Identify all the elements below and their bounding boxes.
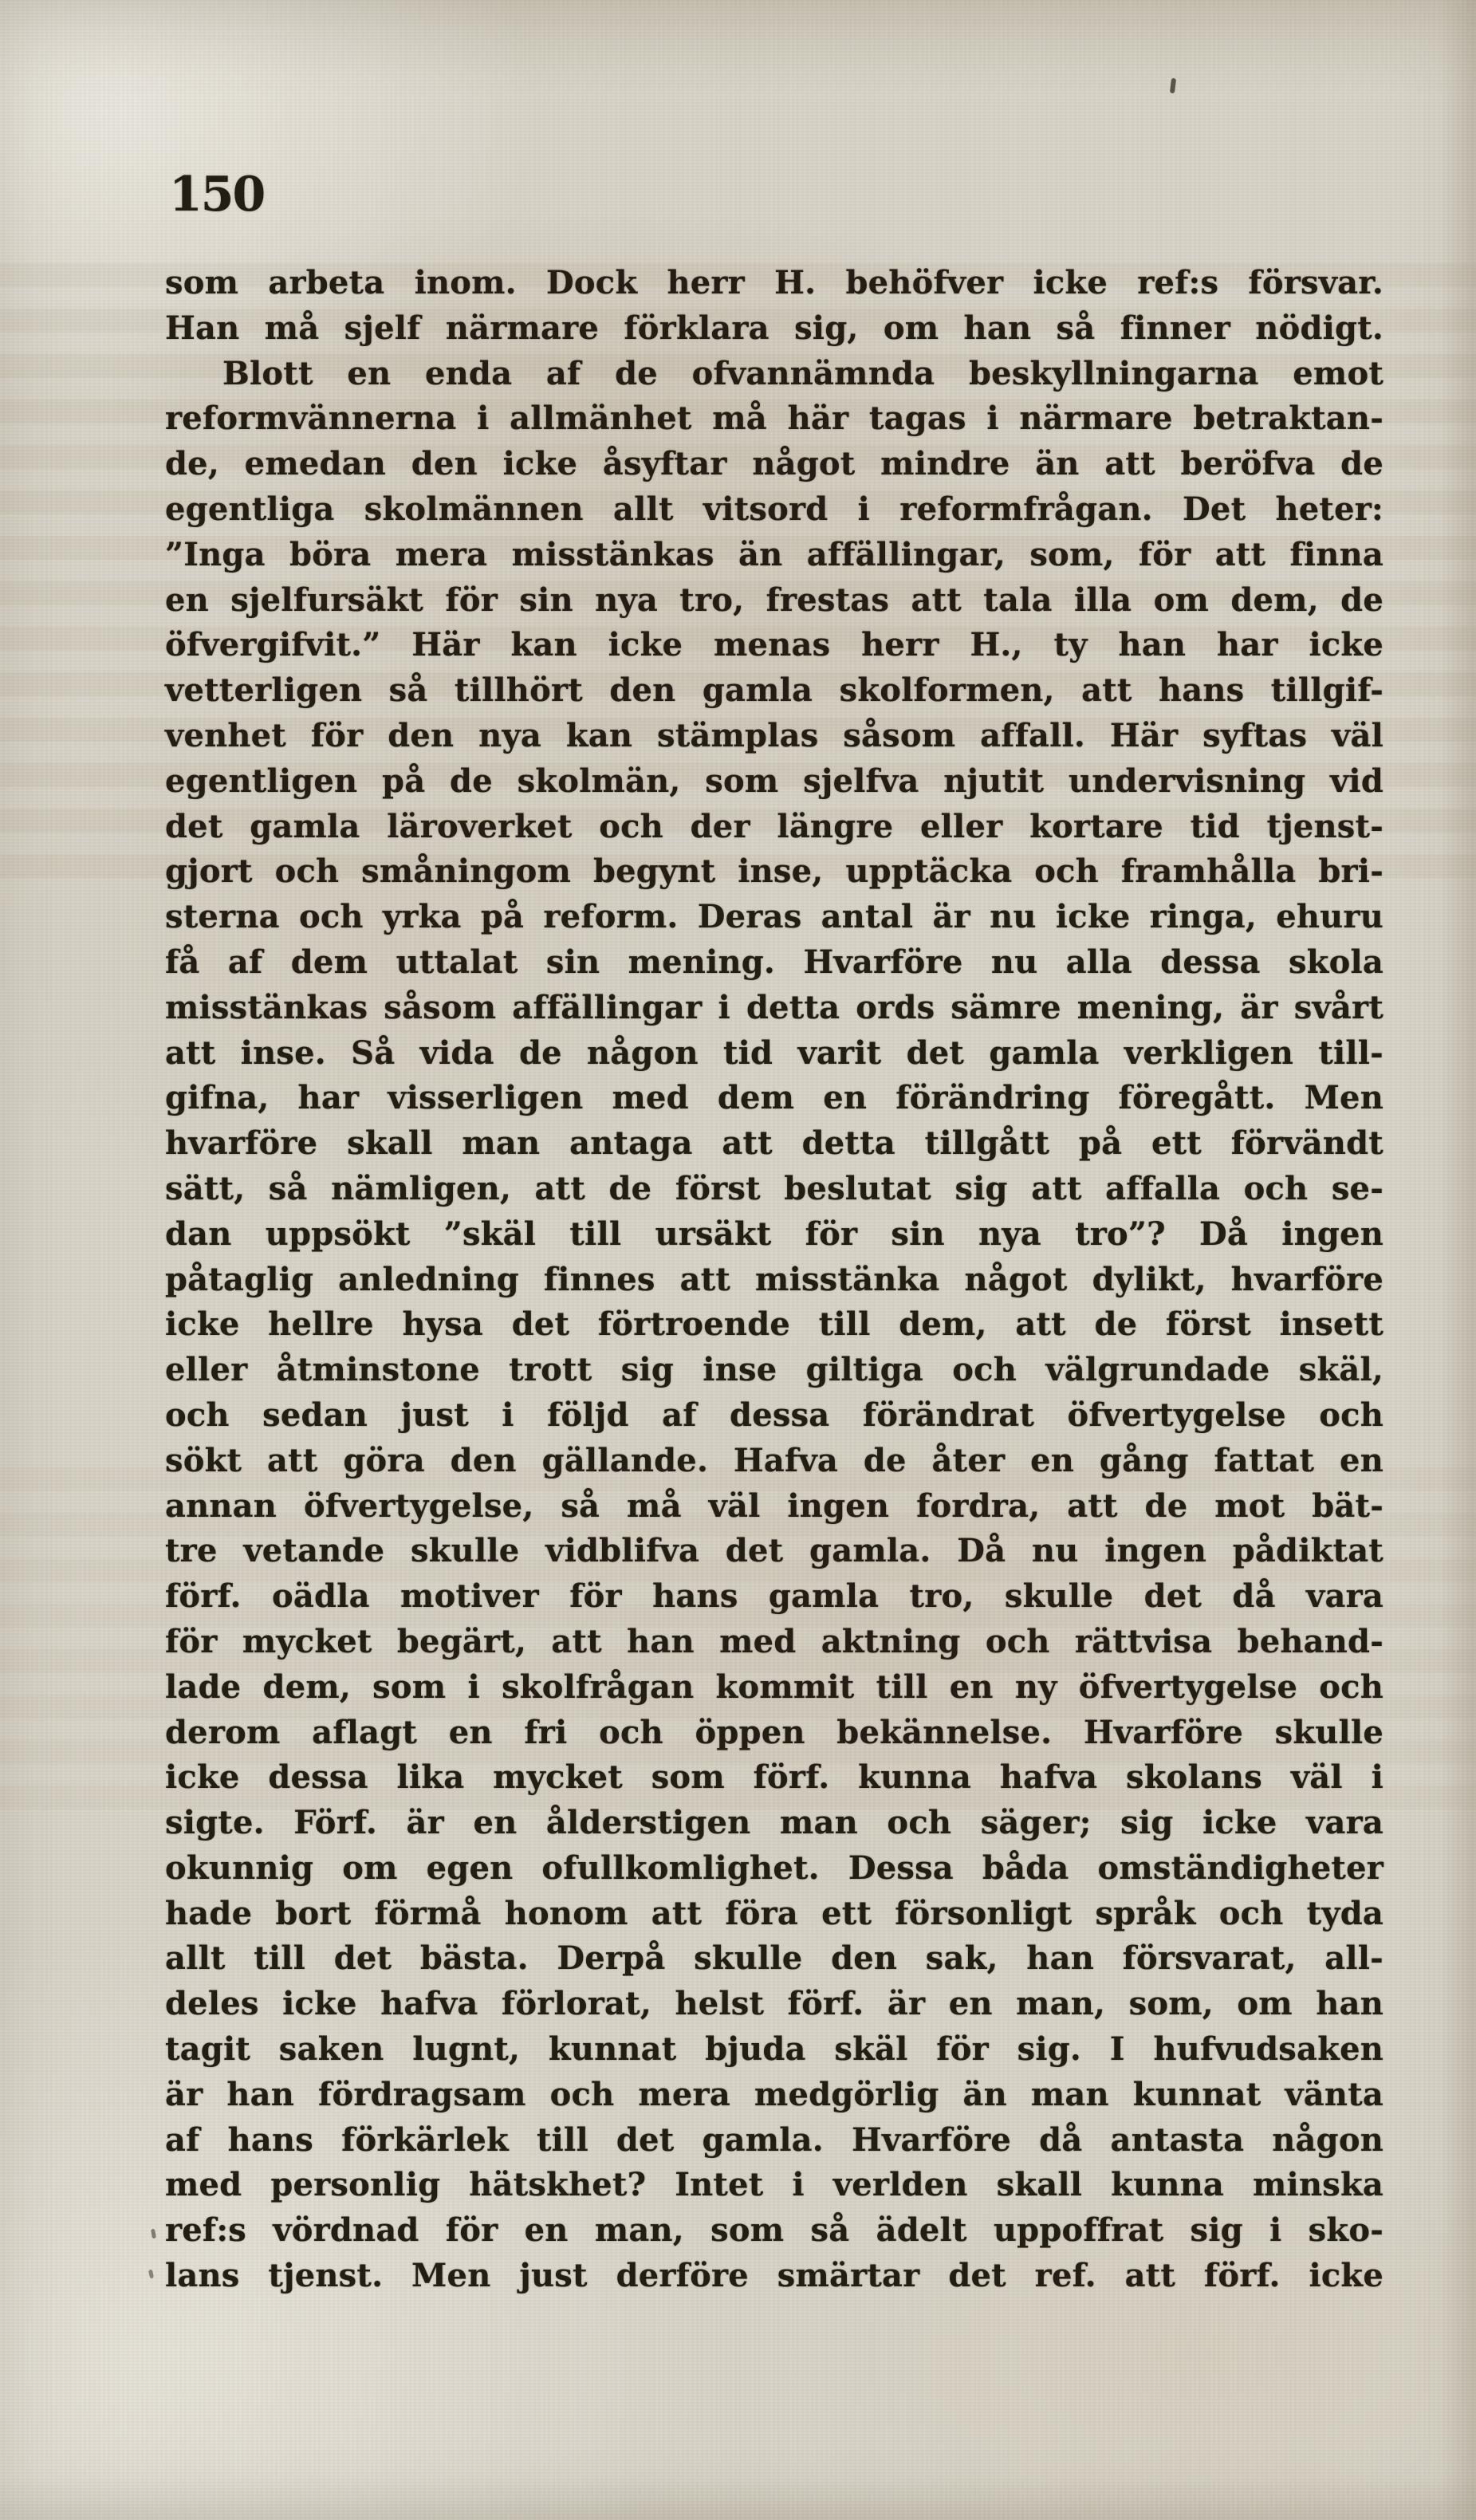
text-line: egentligen på de skolmän, som sjelfva njutit undervisning vid	[165, 762, 1384, 800]
text-line: med personlig hätskhet? Intet i verlden skall kunna minska	[165, 2166, 1384, 2204]
text-line: Han må sjelf närmare förklara sig, om han så finner nödigt.	[165, 309, 1384, 347]
text-line: en sjelfursäkt för sin nya tro, frestas att tala illa om dem, de	[165, 581, 1384, 619]
text-line: allt till det bästa. Derpå skulle den sak, han försvarat, all-	[165, 1939, 1384, 1978]
text-line: att inse. Så vida de någon tid varit det gamla verkligen till-	[165, 1034, 1384, 1072]
text-line: är han fördragsam och mera medgörlig än man kunnat vänta	[165, 2075, 1384, 2113]
text-line: tre vetande skulle vidblifva det gamla. Då nu ingen pådiktat	[165, 1532, 1384, 1570]
text-line: det gamla läroverket och der längre eller kortare tid tjenst-	[165, 807, 1384, 845]
text-line: venhet för den nya kan stämplas såsom affall. Här syftas väl	[165, 716, 1384, 754]
text-line: okunnig om egen ofullkomlighet. Dessa båda omständigheter	[165, 1849, 1384, 1887]
ink-speck	[1170, 78, 1176, 94]
text-line: reformvännerna i allmänhet må här tagas i närmare betraktan-	[165, 400, 1384, 438]
body-text	[165, 261, 1384, 2299]
ink-speck	[151, 2229, 156, 2239]
text-line: öfvergifvit.” Här kan icke menas herr H., ty han har icke	[165, 626, 1384, 664]
text-line: och sedan just i följd af dessa förändrat öfvertygelse och	[165, 1396, 1384, 1434]
text-line: deles icke hafva förlorat, helst förf. är en man, som, om han	[165, 1985, 1384, 2023]
text-line: för mycket begärt, att han med aktning och rättvisa behand-	[165, 1622, 1384, 1660]
text-line: vetterligen så tillhört den gamla skolformen, att hans tillgif-	[165, 671, 1384, 710]
text-line: sigte. Förf. är en ålderstigen man och säger; sig icke vara	[165, 1804, 1384, 1842]
text-line: lade dem, som i skolfrågan kommit till en ny öfvertygelse och	[165, 1668, 1384, 1706]
text-line: ”Inga böra mera misstänkas än affällingar, som, för att finna	[165, 535, 1384, 573]
text-line: sterna och yrka på reform. Deras antal är nu icke ringa, ehuru	[165, 898, 1384, 936]
ink-speck	[148, 2270, 154, 2279]
text-line: af hans förkärlek till det gamla. Hvarföre då antasta någon	[165, 2120, 1384, 2159]
text-line: annan öfvertygelse, så må väl ingen fordra, att de mot bät-	[165, 1486, 1384, 1525]
text-line: gifna, har visserligen med dem en förändring föregått. Men	[165, 1079, 1384, 1117]
text-line: hade bort förmå honom att föra ett försonligt språk och tyda	[165, 1894, 1384, 1932]
text-line: icke hellre hysa det förtroende till dem, att de först insett	[165, 1305, 1384, 1344]
text-line: ref:s vördnad för en man, som så ädelt uppoffrat sig i sko-	[165, 2211, 1384, 2250]
text-line: misstänkas såsom affällingar i detta ords sämre mening, är svårt	[165, 988, 1384, 1026]
text-line: få af dem uttalat sin mening. Hvarföre nu alla dessa skola	[165, 943, 1384, 981]
text-line: dan uppsökt ”skäl till ursäkt för sin nya tro”? Då ingen	[165, 1215, 1384, 1253]
text-line: lans tjenst. Men just derföre smärtar det ref. att förf. icke	[165, 2257, 1384, 2295]
text-line: sökt att göra den gällande. Hafva de åter en gång fattat en	[165, 1441, 1384, 1479]
text-line: gjort och småningom begynt inse, upptäcka och framhålla bri-	[165, 852, 1384, 891]
text-line: som arbeta inom. Dock herr H. behöfver icke ref:s försvar.	[165, 264, 1384, 301]
text-line-paragraph-start: Blott en enda af de ofvannämnda beskyllningarna emot	[222, 354, 1384, 392]
text-line: egentliga skolmännen allt vitsord i reformfrågan. Det heter:	[165, 490, 1384, 528]
text-line: påtaglig anledning finnes att misstänka något dylikt, hvarföre	[165, 1260, 1384, 1298]
text-line: tagit saken lugnt, kunnat bjuda skäl för sig. I hufvudsaken	[165, 2030, 1384, 2069]
text-line: de, emedan den icke åsyftar något mindre än att beröfva de	[165, 445, 1384, 483]
text-line: förf. oädla motiver för hans gamla tro, skulle det då vara	[165, 1577, 1384, 1616]
text-line: eller åtminstone trott sig inse giltiga och välgrundade skäl,	[165, 1351, 1384, 1389]
text-line: icke dessa lika mycket som förf. kunna hafva skolans väl i	[165, 1758, 1384, 1797]
page-number: 150	[169, 167, 265, 222]
text-line: hvarföre skall man antaga att detta tillgått på ett förvändt	[165, 1124, 1384, 1163]
text-line: sätt, så nämligen, att de först beslutat sig att affalla och se-	[165, 1169, 1384, 1207]
text-line: derom aflagt en fri och öppen bekännelse. Hvarföre skulle	[165, 1713, 1384, 1751]
